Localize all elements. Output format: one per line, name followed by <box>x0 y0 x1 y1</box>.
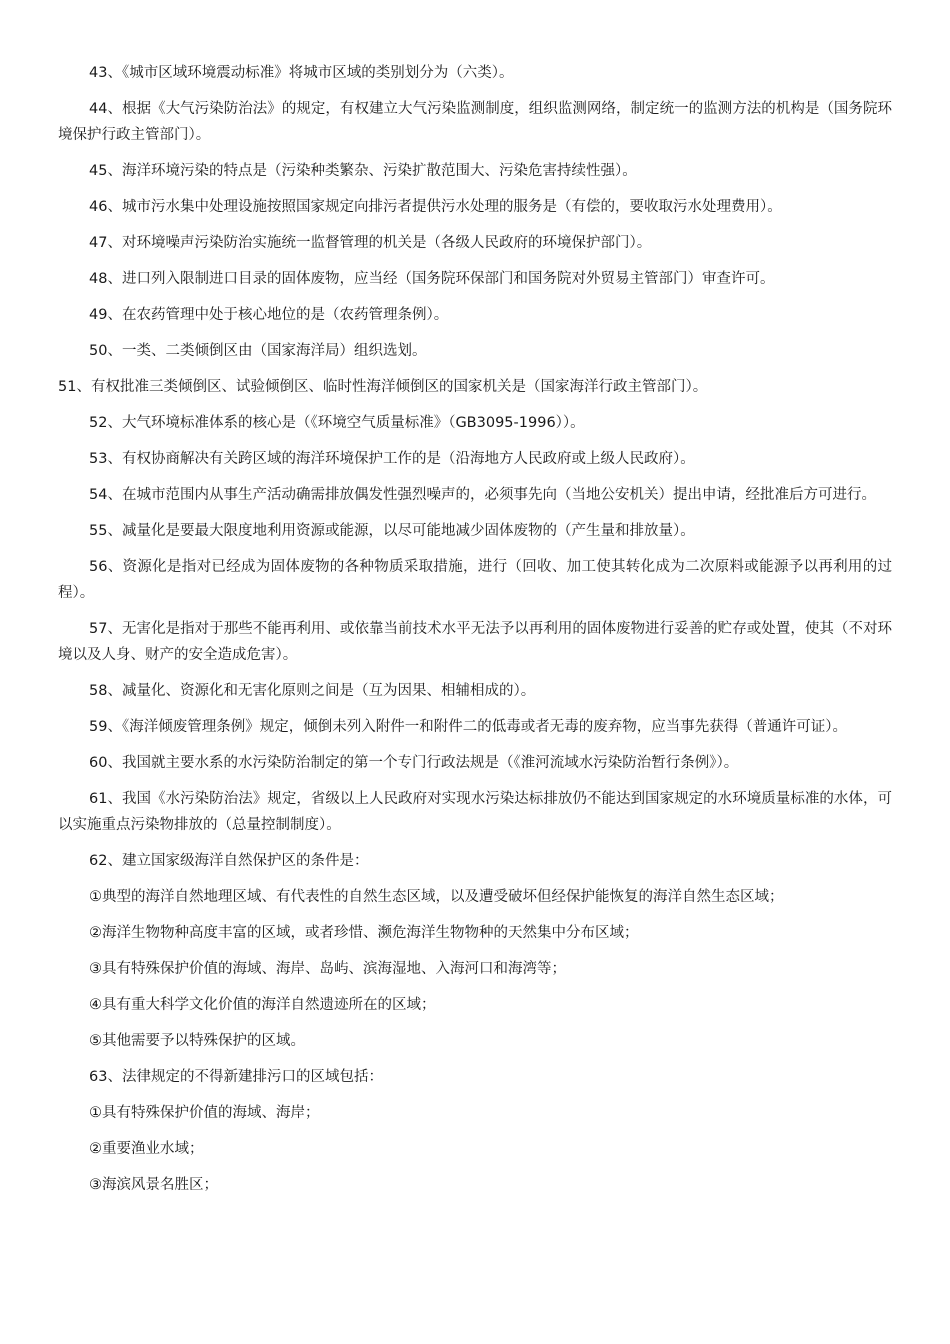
paragraph-45: 45、海洋环境污染的特点是（污染种类繁杂、污染扩散范围大、污染危害持续性强）。 <box>89 163 637 179</box>
list-item-63-3: ③海滨风景名胜区； <box>89 1177 218 1193</box>
paragraph-51: 51、有权批准三类倾倒区、试验倾倒区、临时性海洋倾倒区的国家机关是（国家海洋行政主管部门）。 <box>58 379 708 395</box>
paragraph-53: 53、有权协商解决有关跨区域的海洋环境保护工作的是（沿海地方人民政府或上级人民政府）。 <box>89 451 695 467</box>
paragraph-49: 49、在农药管理中处于核心地位的是（农药管理条例）。 <box>89 307 449 323</box>
paragraph-62: 62、建立国家级海洋自然保护区的条件是： <box>89 853 369 869</box>
document-body <box>58 60 892 1208</box>
list-item-62-3: ③具有特殊保护价值的海域、海岸、岛屿、滨海湿地、入海河口和海湾等； <box>89 961 566 977</box>
paragraph-59: 59、《海洋倾废管理条例》规定，倾倒未列入附件一和附件二的低毒或者无毒的废弃物，应当事先获得（普通许可证）。 <box>89 719 847 735</box>
paragraph-55: 55、减量化是要最大限度地利用资源或能源，以尽可能地减少固体废物的（产生量和排放量）。 <box>89 523 695 539</box>
paragraph-56: 56、资源化是指对已经成为固体废物的各种物质采取措施，进行（回收、加工使其转化成为二次原料或能源予以再利用的过程）。 <box>58 559 892 601</box>
paragraph-43: 43、《城市区域环境震动标准》将城市区域的类别划分为（六类）。 <box>89 65 514 81</box>
paragraph-48: 48、进口列入限制进口目录的固体废物，应当经（国务院环保部门和国务院对外贸易主管部门）审查许可。 <box>89 271 775 287</box>
list-item-62-1: ①典型的海洋自然地理区域、有代表性的自然生态区域，以及遭受破坏但经保护能恢复的海洋自然生态区域； <box>89 889 784 905</box>
list-item-63-2: ②重要渔业水域； <box>89 1141 204 1157</box>
paragraph-47: 47、对环境噪声污染防治实施统一监督管理的机关是（各级人民政府的环境保护部门）。 <box>89 235 652 251</box>
paragraph-54: 54、在城市范围内从事生产活动确需排放偶发性强烈噪声的，必须事先向（当地公安机关）提出申请，经批准后方可进行。 <box>89 487 876 503</box>
list-item-62-2: ②海洋生物物种高度丰富的区域，或者珍惜、濒危海洋生物物种的天然集中分布区域； <box>89 925 639 941</box>
list-item-62-5: ⑤其他需要予以特殊保护的区域。 <box>89 1033 305 1049</box>
paragraph-44: 44、根据《大气污染防治法》的规定，有权建立大气污染监测制度，组织监测网络，制定统一的监测方法的机构是（国务院环境保护行政主管部门）。 <box>58 101 892 143</box>
paragraph-61: 61、我国《水污染防治法》规定，省级以上人民政府对实现水污染达标排放仍不能达到国家规定的水环境质量标准的水体，可以实施重点污染物排放的（总量控制制度）。 <box>58 791 892 833</box>
list-item-62-4: ④具有重大科学文化价值的海洋自然遗迹所在的区域； <box>89 997 436 1013</box>
paragraph-60: 60、我国就主要水系的水污染防治制定的第一个专门行政法规是（《淮河流域水污染防治暂行条例》）。 <box>89 755 739 771</box>
paragraph-46: 46、城市污水集中处理设施按照国家规定向排污者提供污水处理的服务是（有偿的，要收取污水处理费用）。 <box>89 199 782 215</box>
paragraph-50: 50、一类、二类倾倒区由（国家海洋局）组织选划。 <box>89 343 427 359</box>
paragraph-52: 52、大气环境标准体系的核心是（《环境空气质量标准》（GB3095-1996））。 <box>89 415 585 431</box>
paragraph-63: 63、法律规定的不得新建排污口的区域包括： <box>89 1069 383 1085</box>
paragraph-58: 58、减量化、资源化和无害化原则之间是（互为因果、相辅相成的）。 <box>89 683 536 699</box>
list-item-63-1: ①具有特殊保护价值的海域、海岸； <box>89 1105 320 1121</box>
paragraph-57: 57、无害化是指对于那些不能再利用、或依靠当前技术水平无法予以再利用的固体废物进行妥善的贮存或处置，使其（不对环境以及人身、财产的安全造成危害）。 <box>58 621 892 663</box>
